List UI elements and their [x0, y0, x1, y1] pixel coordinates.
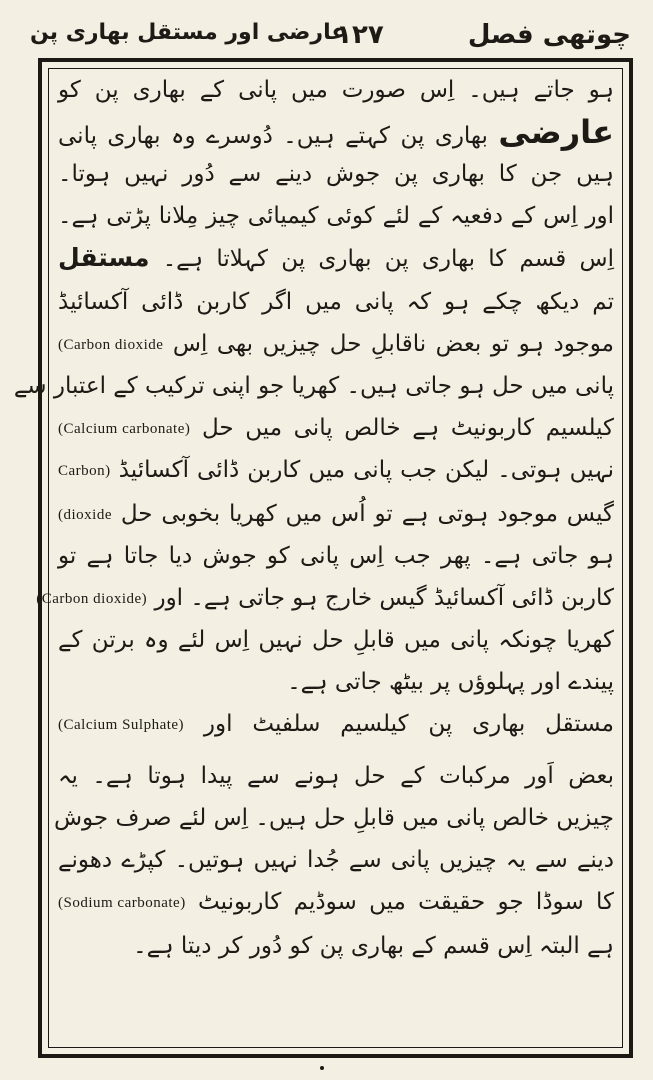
running-title: عارضی اور مستقل بھاری پن	[30, 20, 347, 45]
text-line: بعض اَور مرکبات کے حل ہونے سے پیدا ہوتا ہے۔ یہ	[58, 763, 614, 789]
text-line: کھریا چونکہ پانی میں قابلِ حل نہیں اِس لئے وہ برتن کے	[58, 627, 614, 653]
text-line: موجود ہو تو بعض ناقابلِ حل چیزیں بھی اِس (Carbon dioxide	[58, 324, 614, 364]
text-line: ہو جاتی ہے۔ پھر جب اِس پانی کو جوش دیا جاتا ہے تو	[58, 543, 614, 569]
text-line: عارضی بھاری پن کہتے ہیں۔ دُوسرے وہ بھاری پانی	[58, 113, 614, 151]
page-number: ۱۲۷	[336, 20, 384, 50]
text-line: مستقل بھاری پن کیلسیم سلفیٹ اور (Calcium Sulphate)	[58, 704, 614, 744]
text-line: پیندے اور پہلوؤں پر بیٹھ جاتی ہے۔	[287, 669, 614, 695]
english-term: Carbon)	[58, 462, 111, 479]
text-line: پانی میں حل ہو جاتی ہیں۔ کھریا جو اپنی ترکیب کے اعتبار سے	[13, 373, 614, 399]
english-term: (dioxide	[58, 506, 112, 523]
text-line: ہیں جن کا بھاری پن جوش دینے سے دُور نہیں ہوتا۔	[58, 161, 614, 187]
text-line: دینے سے یہ چیزیں پانی سے جُدا نہیں ہوتیں۔ کپڑے دھونے	[58, 847, 614, 873]
english-term: (Calcium carbonate)	[58, 420, 191, 437]
english-term: (Calcium Sulphate)	[58, 716, 185, 733]
text-line: چیزیں خالص پانی میں قابلِ حل ہیں۔ اِس لئے صرف جوش	[53, 805, 614, 831]
english-term: (Carbon dioxide	[58, 336, 164, 353]
text-line: ہو جاتے ہیں۔ اِس صورت میں پانی کے بھاری پن کو	[58, 77, 614, 103]
english-term: (Carbon dioxide)	[36, 590, 148, 607]
text-line: کاربن ڈائی آکسائیڈ گیس خارج ہو جاتی ہے۔ اور (Carbon dioxide)	[58, 578, 614, 618]
page-mark	[320, 1066, 324, 1070]
chapter-title: چوتھی فصل	[467, 20, 631, 50]
text-line: ہے البتہ اِس قسم کے بھاری پن کو دُور کر دیتا ہے۔	[133, 933, 614, 959]
text-line: اِس قسم کا بھاری پن بھاری پن کہلاتا ہے۔ مستقل	[58, 243, 615, 272]
text-line: اور اِس کے دفعیہ کے لئے کوئی کیمیائی چیز مِلانا پڑتی ہے۔	[58, 203, 614, 229]
text-line: تم دیکھ چکے ہو کہ پانی میں اگر کاربن ڈائی آکسائیڈ	[58, 289, 614, 315]
text-line: نہیں ہوتی۔ لیکن جب پانی میں کاربن ڈائی آکسائیڈ Carbon)	[58, 450, 614, 490]
page-header	[30, 14, 631, 58]
text-line: گیس موجود ہوتی ہے تو اُس میں کھریا بخوبی حل (dioxide	[58, 494, 614, 534]
term-temporary: عارضی	[498, 113, 614, 151]
text-line: کا سوڈا جو حقیقت میں سوڈیم کاربونیٹ (Sodium carbonate)	[58, 882, 614, 922]
english-term: (Sodium carbonate)	[58, 894, 186, 911]
term-permanent: مستقل	[58, 243, 150, 272]
text-line: کیلسیم کاربونیٹ ہے خالص پانی میں حل (Calcium carbonate)	[58, 408, 614, 448]
